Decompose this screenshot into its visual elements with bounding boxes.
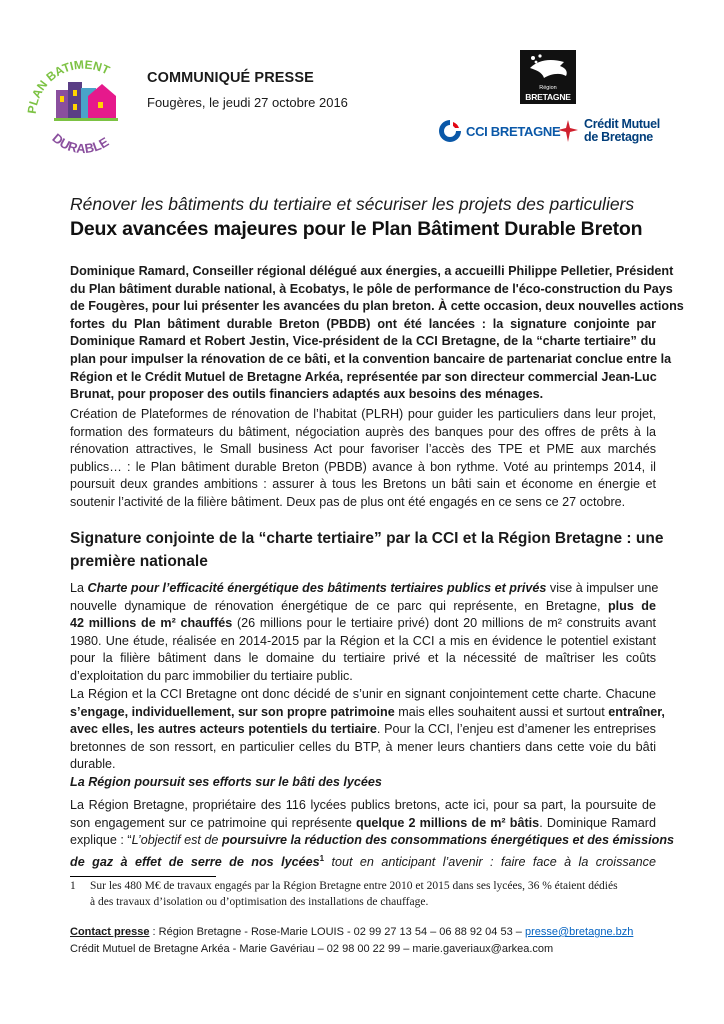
contact-label: Contact presse xyxy=(70,926,150,938)
text-run: La xyxy=(70,581,88,595)
text-line: d’exploitation du parc immobilier du tertiaire public. xyxy=(70,668,353,683)
footnote-text: Sur les 480 M€ de travaux engagés par la Région Bretagne entre 2010 et 2015 dans ses lycées, 36 % étaient dédiés xyxy=(90,880,618,892)
plan-batiment-durable-logo xyxy=(26,52,136,160)
footnote-ref[interactable]: 1 xyxy=(319,853,325,863)
context-line: soutenir l’activité de la filière bâtiment. Deux pas de plus ont été engagés en ce sens ce 27 octobre. xyxy=(70,494,626,509)
footnote-separator xyxy=(70,876,216,877)
quote-run: L’objectif est de xyxy=(131,833,222,848)
intro-line: Dominique Ramard et Robert Jestin, Vice-président de la CCI Bretagne, de la “charte tertiaire” du xyxy=(70,334,656,349)
bold-run: 42 millions de m² chauffés xyxy=(70,616,233,631)
section-heading-line: Signature conjointe de la “charte tertiaire” par la CCI et la Région Bretagne : une xyxy=(70,530,664,547)
article-subtitle: Rénover les bâtiments du tertiaire et sécuriser les projets des particuliers xyxy=(70,194,635,214)
bold-run: avec elles, les autres acteurs potentiels du tertiaire xyxy=(70,722,377,737)
bold-run: plus de xyxy=(607,598,657,613)
region-logo-label: Région xyxy=(539,85,557,91)
text-line: La Région Bretagne, propriétaire des 116 lycées publics bretons, acte ici, pour sa part, la poursuite de xyxy=(70,798,656,812)
text-run: son engagement sur ce patrimoine qui représente xyxy=(70,815,357,830)
footnote-text: à des travaux d’isolation ou d’optimisation des installations de chauffage. xyxy=(90,896,429,908)
context-line: rénovation attractives, le Small business Act pour favoriser l’accès des TPE et PME aux marchés xyxy=(70,442,656,457)
credit-mutuel-logo xyxy=(556,118,660,144)
logo-word-durable: DURABLE xyxy=(49,130,112,157)
communique-title: COMMUNIQUÉ PRESSE xyxy=(147,70,314,86)
contact-email-link[interactable]: presse@bretagne.bzh xyxy=(524,926,634,938)
engagement-paragraph xyxy=(70,686,665,774)
intro-line: du Plan bâtiment durable national, à Ecobatys, le pôle de performance de l'éco-construction du Pays xyxy=(70,281,673,296)
bold-run: quelque 2 millions de m² bâtis xyxy=(356,815,540,830)
logo-word-batiment: BATIMENT xyxy=(43,57,112,85)
section-heading-charte-tertiaire xyxy=(70,527,664,573)
region-bretagne-logo xyxy=(520,50,576,104)
region-logo-name: BRETAGNE xyxy=(525,92,571,102)
subheading-lycees: La Région poursuit ses efforts sur le bâti des lycées xyxy=(70,775,382,789)
cm-logo-line1: Crédit Mutuel xyxy=(584,117,660,131)
context-line: publics… : le Plan bâtiment durable Breton (PBDB) avance à bon rythme. Voté au printemps 2014, il xyxy=(70,459,656,474)
intro-line: Brunat, pour proposer des outils financiers adaptés aux besoins des ménages. xyxy=(70,387,544,402)
cci-emblem-icon xyxy=(437,118,463,144)
charte-name: Charte pour l’efficacité énergétique des bâtiments tertiaires publics et privés xyxy=(87,581,547,595)
text-run: . Pour la CCI, l’enjeu est d’amener les entreprises xyxy=(376,722,656,737)
footnote xyxy=(70,878,670,910)
text-run: . Dominique Ramard xyxy=(539,815,656,830)
cci-bretagne-logo xyxy=(437,118,560,144)
svg-text:DURABLE xyxy=(49,130,111,156)
text-run: explique : “ xyxy=(70,833,132,848)
quote-run: tout en anticipant l’avenir : faire face à la croissance xyxy=(324,854,656,869)
text-line: La Région et la CCI Bretagne ont donc décidé de s’unir en signant conjointement cette charte. Chacune xyxy=(70,687,656,701)
context-paragraph xyxy=(70,406,656,512)
text-line: 1980. Une étude, réalisée en 2014-2015 par la Région et la CCI a mis en évidence le potentiel existant xyxy=(70,633,656,648)
press-contact xyxy=(70,924,633,958)
text-line: pour la filière bâtiment dans le domaine du tertiaire privé et la nécessité de maîtriser les coûts xyxy=(70,651,656,666)
logo-word-plan: PLAN xyxy=(26,77,51,115)
quote-bold-run: poursuivre la réduction des consommations énergétiques et des émissions xyxy=(221,833,675,848)
bold-run: s’engage, individuellement, sur son propre patrimoine xyxy=(70,704,395,719)
context-line: Création de Plateformes de rénovation de l’habitat (PLRH) pour guider les particuliers dans leur projet, xyxy=(70,407,656,421)
text-run: vise à impulser une xyxy=(546,581,659,595)
credit-mutuel-cross-icon xyxy=(556,118,580,144)
context-line: formation des formateurs du bâtiment, négociation auprès des banques pour des offres de prêts à la xyxy=(70,424,656,439)
bold-run: entraîner, xyxy=(608,704,665,719)
cci-logo-text: CCI BRETAGNE xyxy=(466,123,561,139)
lycees-paragraph xyxy=(70,797,675,872)
intro-line: fortes du Plan bâtiment durable Breton (PBDB) ont été lancées : la signature conjointe par xyxy=(70,316,656,331)
footnote-number: 1 xyxy=(70,880,76,892)
text-line: bretonnes de son ressort, en particulier celles du BTP, à mener leurs chantiers dans cette voie du bâti xyxy=(70,739,656,754)
intro-line: de Fougères, pour lui présenter les avancées du plan breton. À cette occasion, deux nouvelles actions xyxy=(70,299,684,314)
intro-line: Dominique Ramard, Conseiller régional délégué aux énergies, a accueilli Philippe Pelletier, Président xyxy=(70,264,674,278)
context-line: poursuit deux grandes ambitions : assurer à tous les Bretons un bâti sain et économe en énergie et xyxy=(70,477,656,492)
cm-logo-line2: de Bretagne xyxy=(584,130,653,144)
text-run: mais elles souhaitent aussi et surtout xyxy=(394,704,609,719)
text-run: (26 millions pour le tertiaire privé) dont 20 millions de m² construits avant xyxy=(232,616,656,631)
intro-line: Région et le Crédit Mutuel de Bretagne Arkéa, représentée par son directeur commercial Jean-Luc xyxy=(70,369,657,384)
text-line: durable. xyxy=(70,757,116,772)
credit-mutuel-logo-text xyxy=(584,118,660,144)
section-heading-line: première nationale xyxy=(70,553,208,570)
intro-line: plan pour impulser la rénovation de ce bâti, et la convention bancaire de partenariat conclue entre la xyxy=(70,351,672,366)
contact-region: : Région Bretagne - Rose-Marie LOUIS - 02 99 27 13 54 – 06 88 92 04 53 – xyxy=(149,926,525,938)
article-title: Deux avancées majeures pour le Plan Bâtiment Durable Breton xyxy=(70,218,643,240)
charte-paragraph xyxy=(70,580,659,686)
intro-paragraph xyxy=(70,263,684,404)
contact-credit-mutuel: Crédit Mutuel de Bretagne Arkéa - Marie Gavériau – 02 98 00 22 99 – marie.gaveriaux@arkea.com xyxy=(70,943,554,955)
date-line: Fougères, le jeudi 27 octobre 2016 xyxy=(147,95,348,110)
text-run: nouvelle dynamique de rénovation énergétique de ce parc qui représente, en Bretagne, xyxy=(70,598,608,613)
quote-bold-run: de gaz à effet de serre de nos lycées xyxy=(70,854,320,869)
